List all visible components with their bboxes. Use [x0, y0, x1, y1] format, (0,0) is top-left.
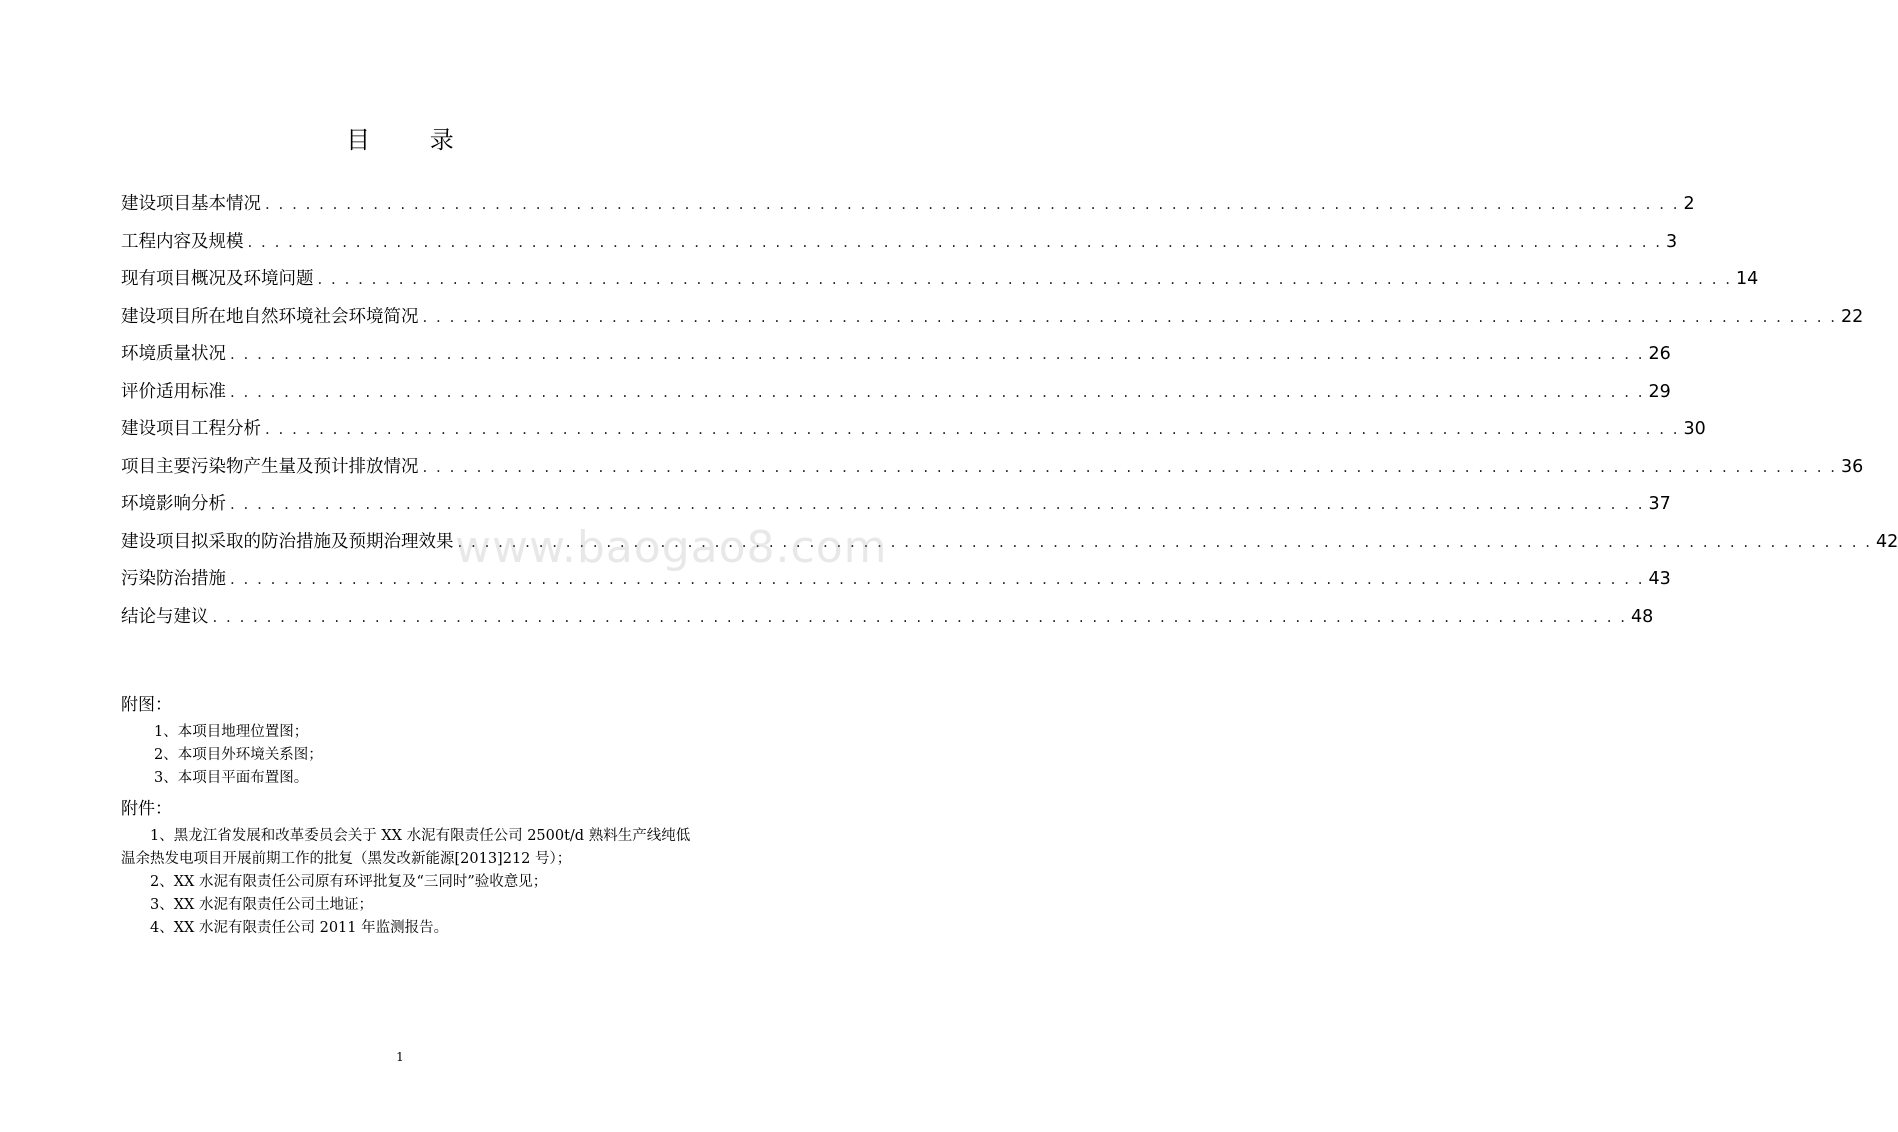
- toc-entry-page: 29: [1648, 381, 1671, 402]
- toc-entry-page: 43: [1648, 569, 1671, 589]
- toc-entry[interactable]: [121, 415, 1706, 453]
- toc-entry-label: 环境影响分析: [121, 494, 226, 514]
- watermark: www.baogao8.com: [455, 522, 888, 573]
- toc-entry-label: 建设项目基本情况: [121, 194, 261, 214]
- page-title: 目 录: [346, 126, 480, 155]
- list-item: 2、XX 水泥有限责任公司原有环评批复及“三同时”验收意见；: [150, 874, 548, 890]
- attachments-list: [121, 825, 691, 940]
- toc-entry-label: 污染防治措施: [121, 569, 226, 589]
- figures-list: [154, 721, 323, 790]
- toc-entry[interactable]: [121, 340, 1671, 378]
- toc-leader-dots: [230, 345, 1645, 363]
- toc-entry-label: 环境质量状况: [121, 344, 226, 364]
- toc-entry-label: 建设项目拟采取的防治措施及预期治理效果: [121, 531, 454, 552]
- toc-entry-label: 评价适用标准: [121, 381, 226, 402]
- toc-leader-dots: [318, 270, 1733, 288]
- toc-leader-dots: [230, 495, 1645, 513]
- toc-leader-dots: [423, 308, 1838, 326]
- toc-entry-page: 42: [1876, 531, 1898, 552]
- toc-entry-page: 36: [1841, 456, 1864, 477]
- toc-leader-dots: [265, 195, 1680, 213]
- toc-entry-page: 26: [1648, 344, 1671, 364]
- toc-entry-label: 建设项目所在地自然环境社会环境简况: [121, 306, 419, 327]
- toc-entry-page: 2: [1683, 194, 1695, 214]
- toc-leader-dots: [248, 233, 1663, 251]
- toc-entry-label: 工程内容及规模: [121, 231, 244, 252]
- list-item: 2、本项目外环境关系图；: [154, 747, 323, 763]
- toc-entry[interactable]: [121, 378, 1671, 416]
- toc-entry-label: 建设项目工程分析: [121, 419, 261, 439]
- toc-entry[interactable]: [121, 303, 1864, 341]
- toc-entry[interactable]: [121, 453, 1864, 491]
- list-item: 3、本项目平面布置图。: [154, 770, 309, 786]
- list-item: 1、黑龙江省发展和改革委员会关于 XX 水泥有限责任公司 2500t/d 熟料生产线纯低温余热发电项目开展前期工作的批复（黑发改新能源[2013]212 号）；: [121, 828, 691, 867]
- toc-leader-dots: [213, 608, 1628, 626]
- toc-entry[interactable]: [121, 265, 1759, 303]
- list-item: 1、本项目地理位置图；: [154, 724, 309, 740]
- toc-entry-label: 项目主要污染物产生量及预计排放情况: [121, 456, 419, 477]
- toc-leader-dots: [423, 458, 1838, 476]
- toc-entry[interactable]: [121, 603, 1654, 641]
- list-item: 3、XX 水泥有限责任公司土地证；: [150, 897, 373, 913]
- toc-entry-page: 30: [1683, 419, 1706, 439]
- toc-leader-dots: [230, 570, 1645, 588]
- attachments-heading: 附件：: [121, 799, 172, 819]
- toc-entry-page: 3: [1666, 231, 1678, 252]
- toc-entry-page: 14: [1736, 269, 1759, 289]
- toc-entry-label: 结论与建议: [121, 606, 209, 627]
- toc-entry-page: 37: [1648, 494, 1671, 514]
- toc-entry[interactable]: [121, 228, 1678, 266]
- figures-heading: 附图：: [121, 695, 172, 715]
- toc-leader-dots: [265, 420, 1680, 438]
- list-item: 4、XX 水泥有限责任公司 2011 年监测报告。: [150, 920, 449, 936]
- toc-entry-page: 22: [1841, 306, 1864, 327]
- toc-entry-page: 48: [1631, 606, 1654, 627]
- toc-leader-dots: [230, 383, 1645, 401]
- toc-entry-label: 现有项目概况及环境问题: [121, 269, 314, 289]
- page-number: 1: [396, 1050, 404, 1064]
- toc-entry[interactable]: [121, 190, 1695, 228]
